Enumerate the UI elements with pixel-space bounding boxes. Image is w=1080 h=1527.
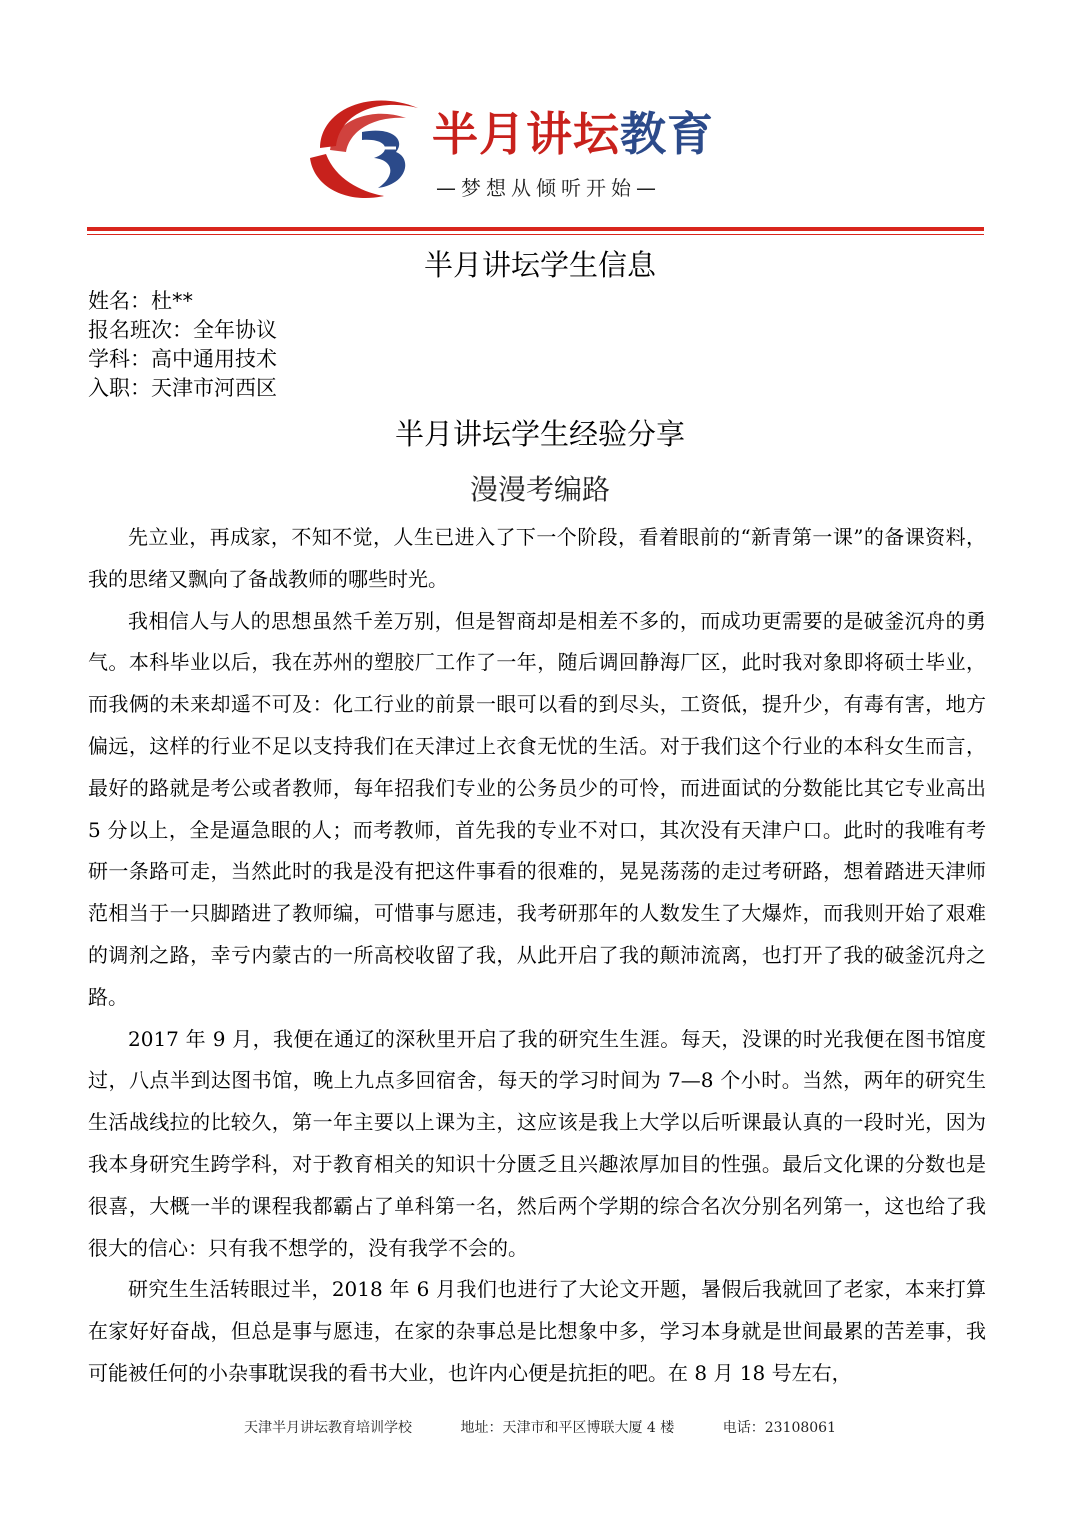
info-section-title: 半月讲坛学生信息 [423, 248, 656, 282]
essay-paragraph: 先立业，再成家，不知不觉，人生已进入了下一个阶段，看着眼前的“新青第一课”的备课资料，我的思绪又飘向了备战教师的哪些时光。 [88, 525, 986, 591]
logo [300, 88, 760, 208]
logo-emblem-icon [300, 88, 430, 208]
page-footer [0, 1417, 1080, 1437]
essay-body [88, 517, 986, 1395]
footer-phone: 电话：23108061 [722, 1420, 836, 1436]
experience-section-title: 半月讲坛学生经验分享 [394, 417, 685, 451]
essay-paragraph: 我相信人与人的思想虽然千差万别，但是智商却是相差不多的，而成功更需要的是破釜沉舟的勇气。本科毕业以后，我在苏州的塑胶厂工作了一年，随后调回静海厂区，此时我对象即将硕士毕业，而我俩的未来却遥不可及：化工行业的前景一眼可以看的到尽头，工资低，提升少，有毒有害，地方偏远，这样的行业不足以支持我们在天津过上衣食无忧的生活。对于我们这个行业的本科女生而言，最好的路就是考公或者教师，每年招我们专业的公务员少的可怜，而进面试的分数能比其它专业高出 5 分以上，全是逼急眼的人；而考教师，首先我的专业不对口，其次没有天津户口。此时的我唯有考研一条路可走，当然此时的我是没有把这件事看的很难的，晃晃荡荡的走过考研路，想着踏进天津师范相当于一只脚踏进了教师编，可惜事与愿违，我考研那年的人数发生了大爆炸，而我则开始了艰难的调剂之路，幸亏内蒙古的一所高校收留了我，从此开启了我的颠沛流离，也打开了我的破釜沉舟之路。 [88, 608, 986, 1009]
student-info [88, 287, 277, 403]
student-employment: 入职：天津市河西区 [88, 376, 277, 400]
student-class: 报名班次：全年协议 [88, 318, 277, 342]
header-divider-thin [87, 234, 984, 235]
essay-paragraph: 2017 年 9 月，我便在通辽的深秋里开启了我的研究生生涯。每天，没课的时光我便在图书馆度过，八点半到达图书馆，晚上九点多回宿舍，每天的学习时间为 7—8 个小时。当然，两年的研究生生活战线拉的比较久，第一年主要以上课为主，这应该是我上大学以后听课最认真的一段时光，因为我本身研究生跨学科，对于教育相关的知识十分匮乏且兴趣浓厚加目的性强。最后文化课的分数也是很喜，大概一半的课程我都霸占了单科第一名，然后两个学期的综合名次分别名列第一，这也给了我很大的信心：只有我不想学的，没有我学不会的。 [88, 1026, 986, 1260]
student-subject: 学科：高中通用技术 [88, 347, 277, 371]
footer-school: 天津半月讲坛教育培训学校 [244, 1420, 412, 1436]
essay-title: 漫漫考编路 [469, 473, 610, 506]
student-name: 姓名：杜** [88, 289, 193, 313]
brand-slogan: —梦想从倾听开始— [436, 176, 661, 200]
footer-address: 地址：天津市和平区博联大厦 4 楼 [460, 1420, 675, 1436]
brand-name: 半月讲坛教育 [432, 107, 714, 161]
header-divider-thick [87, 227, 984, 231]
essay-paragraph: 研究生生活转眼过半，2018 年 6 月我们也进行了大论文开题，暑假后我就回了老家，本来打算在家好好奋战，但总是事与愿违，在家的杂事总是比想象中多，学习本身就是世间最累的苦差事，我可能被任何的小杂事耽误我的看书大业，也许内心便是抗拒的吧。在 8 月 18 号左右， [88, 1277, 986, 1385]
